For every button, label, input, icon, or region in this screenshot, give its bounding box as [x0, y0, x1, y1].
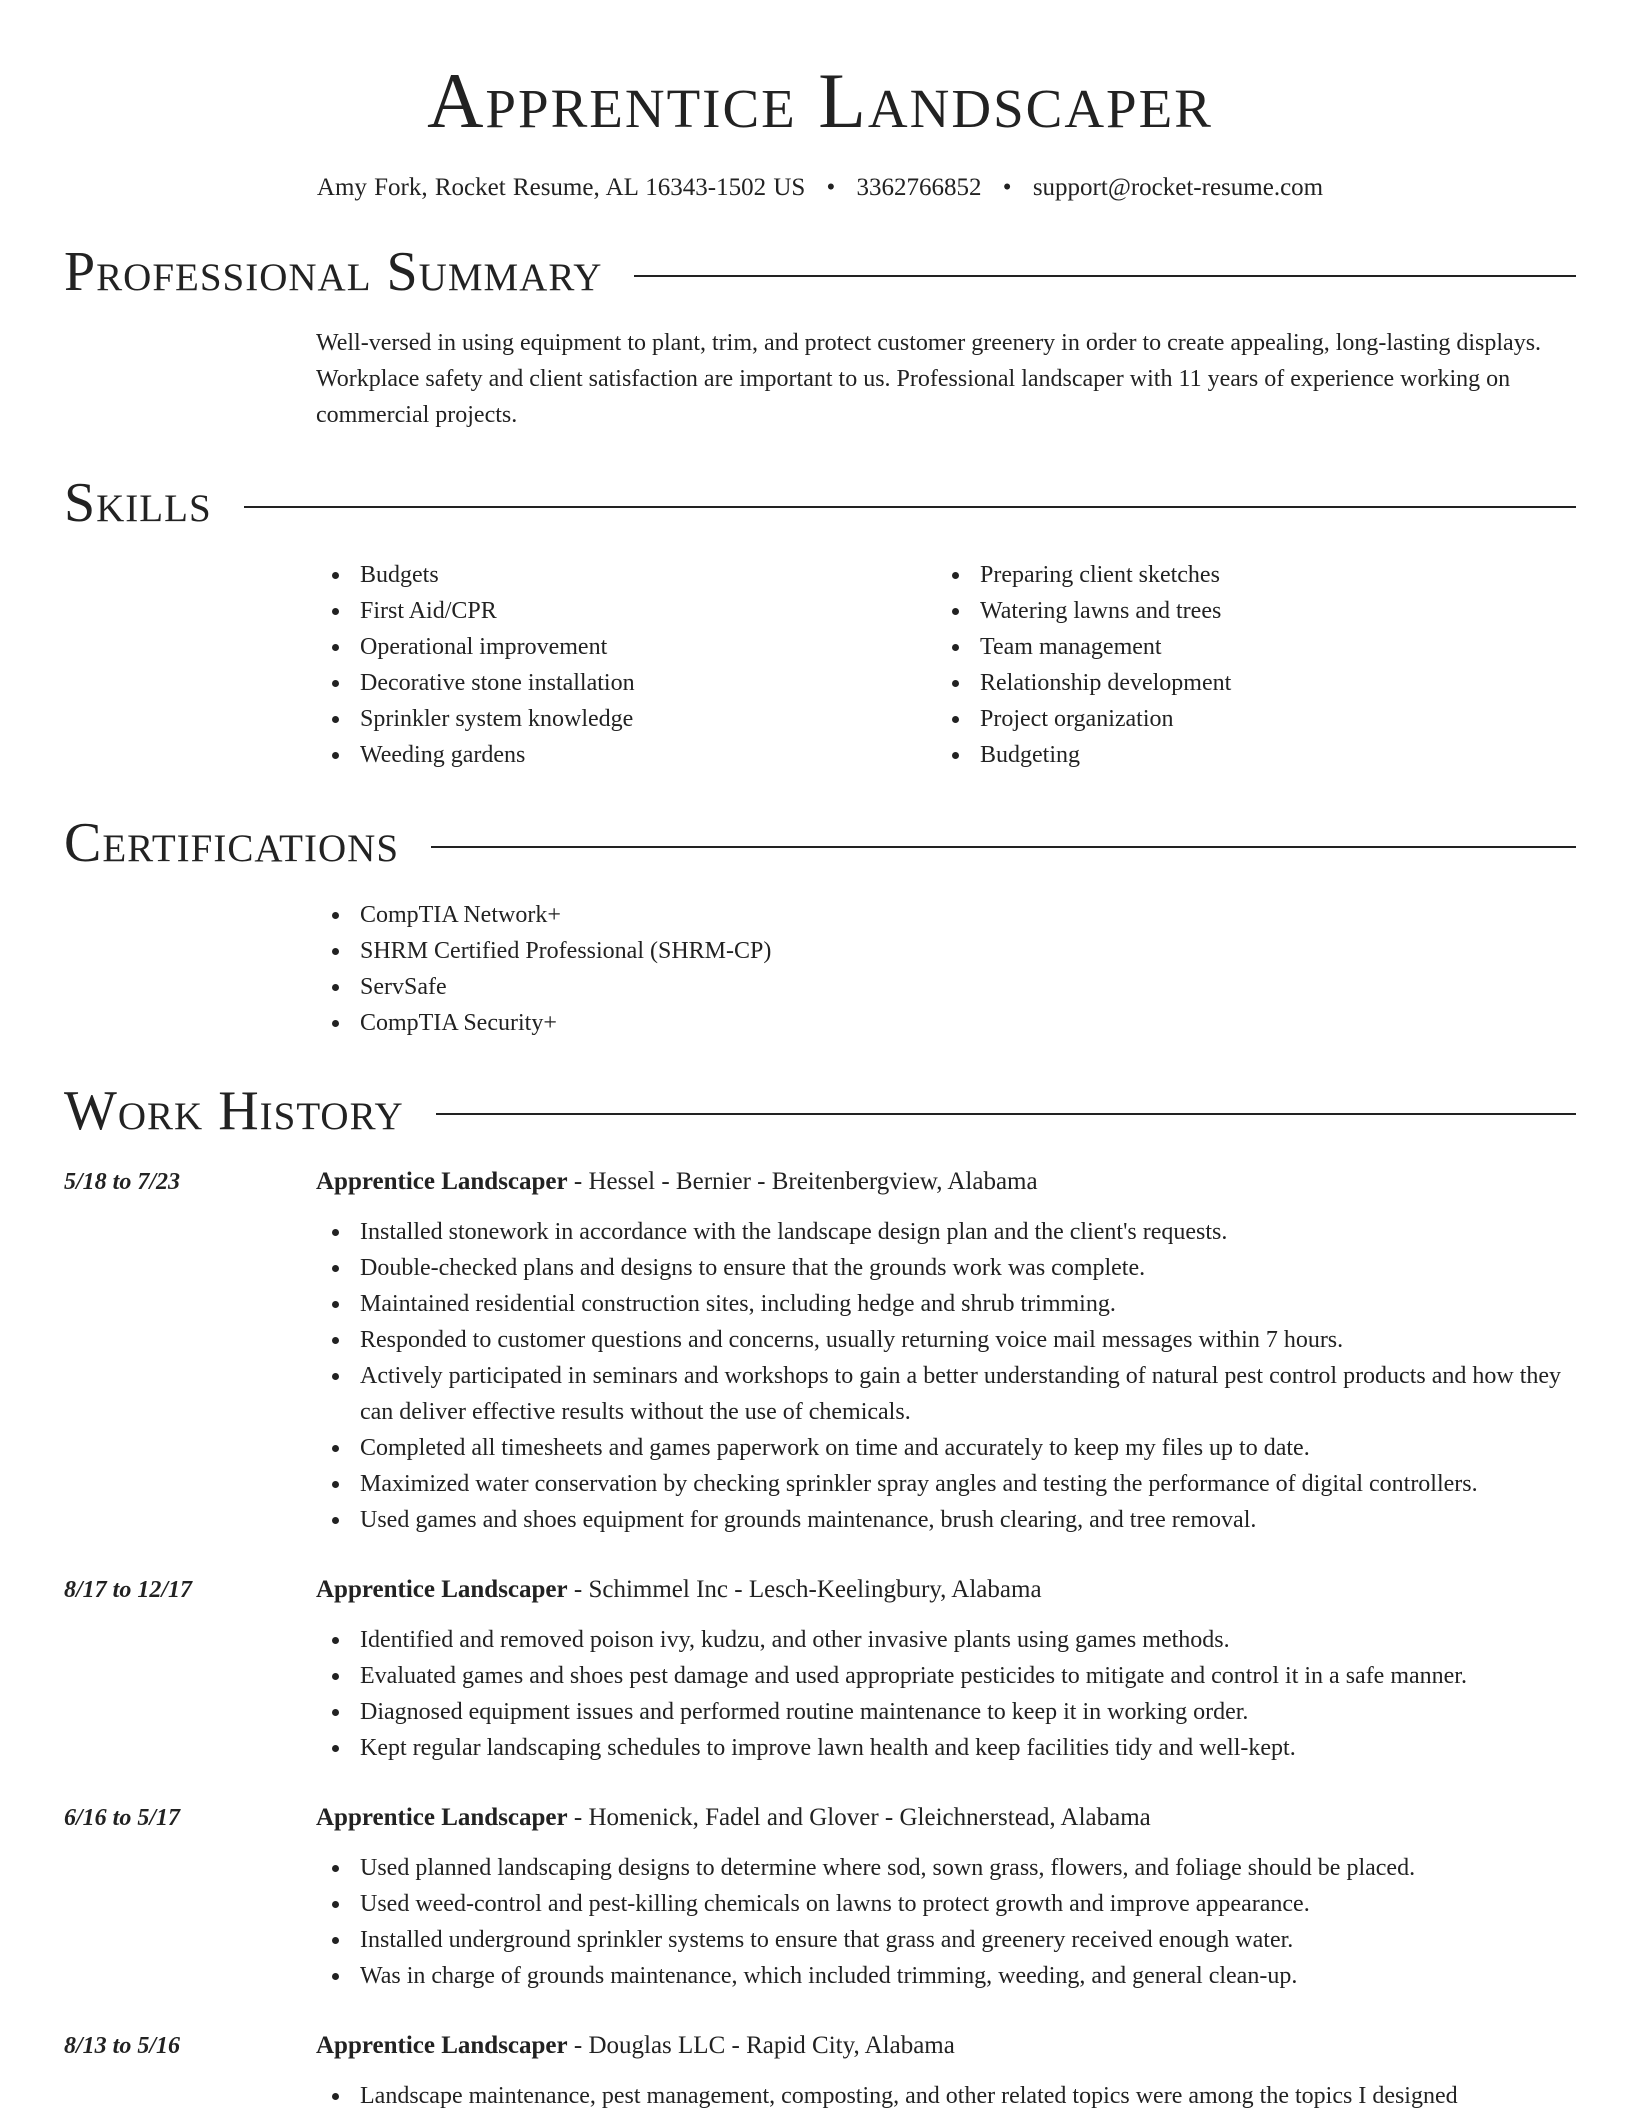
section-divider — [431, 846, 1576, 848]
job-employer-location: - Homenick, Fadel and Glover - Gleichnerstead, Alabama — [567, 1804, 1151, 1832]
job-content — [316, 1800, 1576, 1994]
contact-address: Amy Fork, Rocket Resume, AL 16343-1502 US — [316, 173, 806, 201]
job-bullet: Diagnosed equipment issues and performed routine maintenance to keep it in working order. — [316, 1694, 1576, 1730]
contact-phone[interactable]: 3362766852 — [856, 173, 982, 201]
skill-item: First Aid/CPR — [316, 593, 936, 629]
job-employer-location: - Douglas LLC - Rapid City, Alabama — [567, 2032, 955, 2060]
skills-section-header — [64, 473, 1576, 535]
job-bullet: Used planned landscaping designs to determine where sod, sown grass, flowers, and foliage should be placed. — [316, 1850, 1576, 1886]
job-bullet: Evaluated games and shoes pest damage and used appropriate pesticides to mitigate and control it in a safe manner. — [316, 1658, 1576, 1694]
job-bullet: Used weed-control and pest-killing chemicals on lawns to protect growth and improve appearance. — [316, 1886, 1576, 1922]
job-bullet: Responded to customer questions and concerns, usually returning voice mail messages within 7 hours. — [316, 1322, 1576, 1358]
skill-item: Team management — [936, 629, 1576, 665]
summary-section-header — [64, 242, 1576, 304]
job-entry — [64, 2028, 1576, 2112]
job-entry — [64, 1800, 1576, 1994]
skill-item: Budgeting — [936, 737, 1576, 773]
section-divider — [436, 1113, 1576, 1115]
job-bullet: Landscape maintenance, pest management, composting, and other related topics were among the topics I designed — [316, 2078, 1576, 2112]
section-divider — [244, 506, 1576, 508]
skills-title: Skills — [64, 472, 212, 535]
job-title: Apprentice Landscaper — [316, 1576, 568, 1604]
job-heading — [316, 2028, 1576, 2064]
job-bullet: Actively participated in seminars and workshops to gain a better understanding of natural pest control products and how they can deliver effective results without the use of chemicals. — [316, 1358, 1576, 1430]
job-bullet: Used games and shoes equipment for grounds maintenance, brush clearing, and tree removal. — [316, 1502, 1576, 1538]
resume-header — [64, 0, 1576, 202]
skills-list-right — [936, 557, 1576, 773]
job-bullet-list — [316, 2078, 1576, 2112]
certification-item: ServSafe — [316, 969, 1576, 1005]
job-title: Apprentice Landscaper — [316, 2032, 568, 2060]
job-content — [316, 2028, 1576, 2112]
certifications-section-header — [64, 813, 1576, 875]
contact-email[interactable]: support@rocket-resume.com — [1032, 173, 1324, 201]
job-bullet: Identified and removed poison ivy, kudzu, and other invasive plants using games methods. — [316, 1622, 1576, 1658]
section-divider — [634, 275, 1576, 277]
certification-item: SHRM Certified Professional (SHRM-CP) — [316, 933, 1576, 969]
job-content — [316, 1572, 1576, 1766]
job-employer-location: - Schimmel Inc - Lesch-Keelingbury, Alabama — [567, 1576, 1042, 1604]
job-bullet: Was in charge of grounds maintenance, which included trimming, weeding, and general clean-up. — [316, 1958, 1576, 1994]
job-bullet: Kept regular landscaping schedules to improve lawn health and keep facilities tidy and well-kept. — [316, 1730, 1576, 1766]
job-bullet-list — [316, 1214, 1576, 1538]
job-dates: 5/18 to 7/23 — [64, 1169, 181, 1196]
job-entry — [64, 1572, 1576, 1766]
job-dates: 8/13 to 5/16 — [64, 2033, 181, 2060]
job-heading — [316, 1164, 1576, 1200]
work-title: Work History — [64, 1079, 404, 1142]
skill-item: Preparing client sketches — [936, 557, 1576, 593]
contact-line — [64, 174, 1576, 202]
skill-item: Relationship development — [936, 665, 1576, 701]
skill-item: Operational improvement — [316, 629, 936, 665]
job-bullet-list — [316, 1622, 1576, 1766]
skills-grid — [316, 557, 1576, 773]
contact-separator: • — [826, 173, 836, 201]
job-dates: 6/16 to 5/17 — [64, 1805, 181, 1832]
skill-item: Decorative stone installation — [316, 665, 936, 701]
certification-item: CompTIA Security+ — [316, 1005, 1576, 1041]
skill-item: Weeding gardens — [316, 737, 936, 773]
job-entry — [64, 1164, 1576, 1538]
job-bullet: Maintained residential construction sites, including hedge and shrub trimming. — [316, 1286, 1576, 1322]
job-bullet: Installed stonework in accordance with the landscape design plan and the client's requests. — [316, 1214, 1576, 1250]
job-heading — [316, 1572, 1576, 1608]
job-content — [316, 1164, 1576, 1538]
certification-item: CompTIA Network+ — [316, 897, 1576, 933]
job-employer-location: - Hessel - Bernier - Breitenbergview, Alabama — [567, 1168, 1038, 1196]
contact-separator: • — [1002, 173, 1012, 201]
job-title: Apprentice Landscaper — [316, 1804, 568, 1832]
skill-item: Budgets — [316, 557, 936, 593]
summary-text: Well-versed in using equipment to plant, trim, and protect customer greenery in order to create appealing, long-lasting displays. Workplace safety and client satisfaction are important to us. Professional landscaper with 11 years of experience working on commercial projects. — [316, 330, 1542, 429]
skill-item: Sprinkler system knowledge — [316, 701, 936, 737]
job-bullet: Completed all timesheets and games paperwork on time and accurately to keep my files up to date. — [316, 1430, 1576, 1466]
candidate-name: Apprentice Landscaper — [427, 57, 1213, 144]
certifications-title: Certifications — [64, 811, 400, 874]
summary-title: Professional Summary — [64, 240, 603, 303]
job-bullet: Maximized water conservation by checking sprinkler spray angles and testing the performance of digital controllers. — [316, 1466, 1576, 1502]
work-history-list — [64, 1164, 1576, 2112]
job-dates: 8/17 to 12/17 — [64, 1577, 193, 1604]
certifications-body — [64, 897, 1576, 1041]
skill-item: Project organization — [936, 701, 1576, 737]
job-title: Apprentice Landscaper — [316, 1168, 568, 1196]
job-bullet-list — [316, 1850, 1576, 1994]
job-bullet: Installed underground sprinkler systems to ensure that grass and greenery received enough water. — [316, 1922, 1576, 1958]
job-heading — [316, 1800, 1576, 1836]
skills-body — [64, 557, 1576, 773]
skills-list-left — [316, 557, 936, 773]
work-section-header — [64, 1081, 1576, 1143]
skill-item: Watering lawns and trees — [936, 593, 1576, 629]
certifications-list — [316, 897, 1576, 1041]
job-bullet: Double-checked plans and designs to ensure that the grounds work was complete. — [316, 1250, 1576, 1286]
